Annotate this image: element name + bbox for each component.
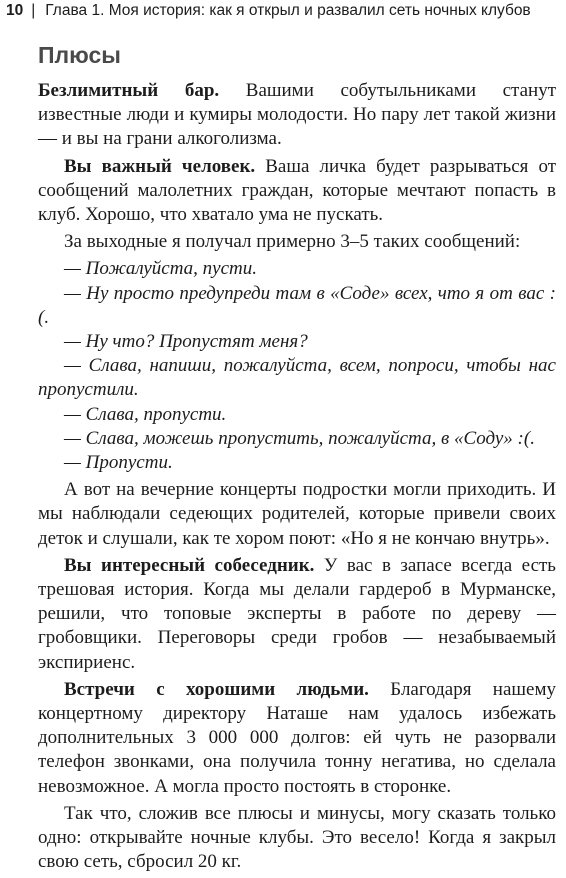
paragraph-lead: Встречи с хорошими людьми. — [64, 678, 369, 700]
paragraph-lead: Вы важный человек. — [64, 155, 256, 177]
message-line: — Пропусти. — [64, 452, 173, 474]
message-line: — Ну что? Пропустят меня? — [64, 331, 308, 353]
page-number: 10 — [6, 2, 24, 19]
message-line: — Слава, напиши, пожалуйста, всем, попроси, чтобы нас пропустили. — [38, 355, 556, 401]
paragraph-text: Благодаря нашему концертному директору Наташе нам удалось избежать дополнительных 3 000 000 долгов: ей чуть не разорвали телефон звонками, она получила тонну негатива, но сделала невозможное. А могла просто постоять в сторонке. — [38, 678, 556, 797]
section-title: Плюсы — [38, 42, 121, 68]
paragraph-messages-intro: За выходные я получал примерно 3–5 таких сообщений: — [64, 231, 521, 253]
paragraph-important-person — [38, 155, 556, 228]
message-line: — Пожалуйста, пусти. — [64, 258, 258, 280]
running-header — [6, 2, 562, 26]
paragraph-concerts: А вот на вечерние концерты подростки могли приходить. И мы наблюдали седеющих родителей, которые привели своих деток и слушали, как те хором поют: «Но я не кончаю внутрь». — [38, 479, 556, 549]
body-text — [38, 79, 556, 878]
message-line: — Слава, можешь пропустить, пожалуйста, в «Соду» :(. — [64, 427, 535, 449]
paragraph-interesting-talker — [38, 554, 556, 675]
paragraph-text: Вашими собутыльниками станут известные люди и кумиры молодости. Но пару лет такой жизни — и вы на грани алкоголизма. — [38, 80, 556, 150]
chapter-title: Глава 1. Моя история: как я открыл и развалил сеть ночных клубов — [45, 2, 531, 19]
paragraph-unlimited-bar — [38, 79, 556, 152]
message-line: — Слава, пропусти. — [64, 403, 227, 425]
paragraph-lead: Безлимитный бар. — [38, 80, 220, 101]
paragraph-text: У вас в запасе всегда есть трешовая история. Когда мы делали гардероб в Мурманске, решили, что топовые эксперты в работе по дереву — гробовщики. Переговоры среди гробов — незабываемый экспириенс. — [38, 554, 556, 673]
paragraph-lead: Вы интересный собеседник. — [64, 554, 315, 576]
header-separator: | — [31, 2, 36, 19]
paragraph-conclusion: Так что, сложив все плюсы и минусы, могу сказать только одно: открывайте ночные клубы. Это весело! Когда я закрыл свою сеть, сбросил 20 кг. — [38, 802, 556, 873]
paragraph-good-people — [38, 678, 556, 799]
paragraph-text: Ваша личка будет разрываться от сообщений малолетних граждан, которые мечтают попасть в клуб. Хорошо, что хватало ума не пускать. — [38, 155, 556, 226]
message-line: — Ну просто предупреди там в «Соде» всех, что я от вас :(. — [38, 282, 556, 328]
